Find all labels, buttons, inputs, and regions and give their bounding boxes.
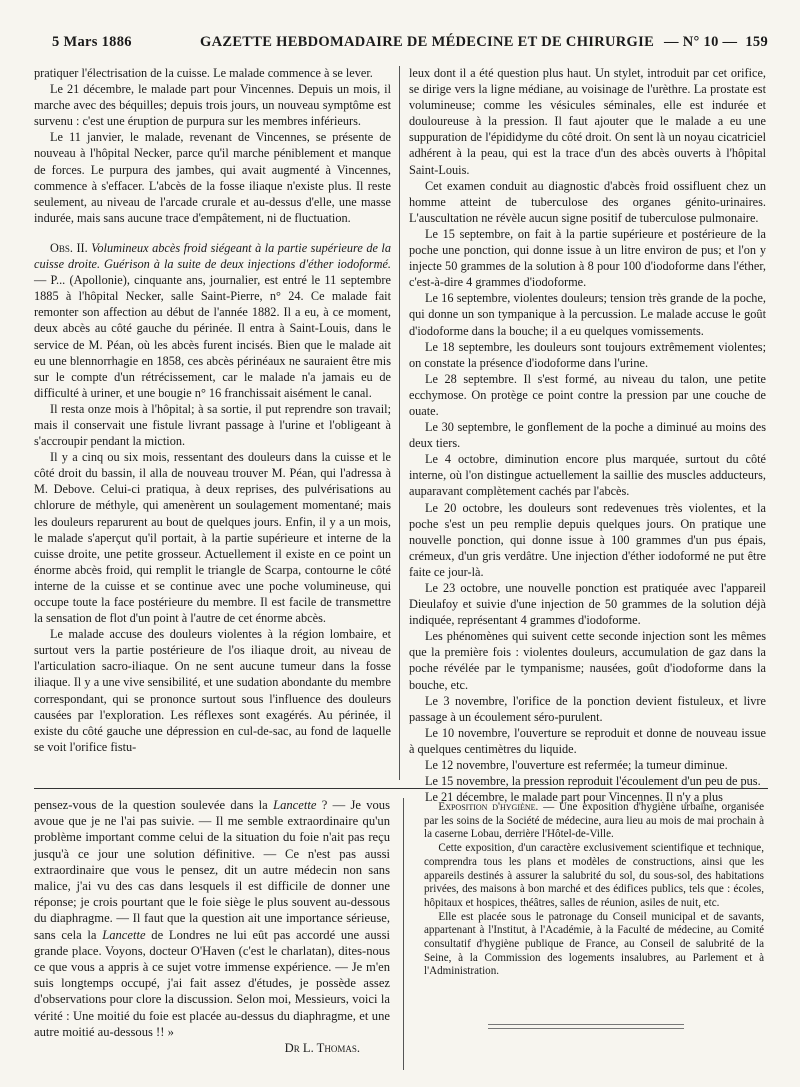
- paragraph: Le 3 novembre, l'orifice de la ponction devient fistuleux, et livre passage à un écoulement séro-purulent.: [409, 693, 766, 724]
- paragraph: Cet examen conduit au diagnostic d'abcès froid ossifluent chez un homme atteint de tuberculose des organes génito-urinaires. L'auscultation ne révèle aucun signe positif de tuberculose pulmonaire.: [409, 178, 766, 225]
- notice-title: Exposition d'hygiène.: [438, 801, 539, 813]
- paragraph: Le 12 novembre, l'ouverture est refermée; la tumeur diminue.: [424, 758, 728, 773]
- paragraph: Le 16 septembre, violentes douleurs; tension très grande de la poche, qui donne un son tympanique à la percussion. Le malade accuse le goût d'iodoforme dans la bouche; il a eu quelques vomissements.: [409, 291, 766, 338]
- column-divider: [399, 66, 400, 780]
- paragraph: Elle est placée sous le patronage du Conseil municipal et de savants, appartenant à l'Institut, à l'Académie, à la Faculté de médecine, au Comité consultatif d'hygiène publique de France, au Conseil de salubrité de la Seine, à la Commission des logements insalubres, au Parlement et à l'Administration.: [424, 910, 764, 978]
- right-column: [409, 65, 766, 805]
- paragraph: Le 4 octobre, diminution encore plus marquée, surtout du côté interne, où l'on distingue actuellement la saillie des muscles adducteurs, auparavant complètement cachés par l'abcès.: [409, 452, 766, 499]
- author-signature: Dr L. Thomas.: [284, 1041, 360, 1056]
- issue-date: 5 Mars 1886: [52, 34, 132, 50]
- observation-label: Obs. II.: [49, 240, 88, 255]
- observation-title: Volumineux abcès froid siégeant à la partie supérieure de la cuisse droite. Guérison à la suite de deux injections d'éther iodoformé.: [34, 240, 391, 272]
- paragraph: Le 15 novembre, la pression reproduit l'écoulement d'un peu de pus.: [424, 774, 761, 789]
- journal-name: Lancette: [102, 927, 146, 942]
- paragraph: Le 15 septembre, on fait à la partie supérieure et postérieure de la poche une ponction, qui donne issue à un litre environ de pus; et l'on y injecte 50 grammes de la solution à 8 pour 100 d'iodoforme dans l'éther, c'est-à-dire 4 grammes d'iodoforme.: [409, 226, 766, 290]
- journal-name: Lancette: [273, 798, 317, 812]
- running-header: [52, 34, 768, 58]
- feuilleton-column: [34, 797, 390, 1056]
- notice-heading: [424, 801, 764, 842]
- paragraph: Le 23 octobre, une nouvelle ponction est pratiquée avec l'appareil Dieulafoy et suivie d'une injection de 50 grammes de la solution déjà indiquée, représentant 4 grammes d'iodoforme.: [409, 581, 766, 628]
- section-divider: [34, 788, 768, 789]
- paragraph: Le 20 octobre, les douleurs sont redevenues très violentes, et la poche s'est un peu remplie depuis quelques jours. On pratique une nouvelle ponction, qui donne issue à 100 grammes d'un pus épais, crémeux, d'un gris verdâtre. Une injection d'éther iodoformé ne put être faite ce jour-là.: [409, 500, 766, 579]
- feuilleton-text: de Londres ne lui eût pas accordé une aussi grande place. Voyons, docteur O'Haven (c'est le charlatan), dites-nous ce que vous a appris à ce sujet votre immense expérience. — Je m'en suis longtemps occupé, j'ai fait assez d'études, je possède assez d'observations pour clore la discussion. Selon moi, Messieurs, voici la vérité : Une moitié du foie est placée au-dessus du diaphragme, et une autre moitié au-dessous !! »: [34, 927, 390, 1039]
- feuilleton-text: ? — Je vous avoue que je ne l'ai pas suivie. — Il me semble extraordinaire qu'un problème important comme celui de la situation du foie n'ait pas reçu jusqu'à ce jour une solution définitive. — Ce n'est pas aussi extraordinaire que vous le pensez, dit un autre médecin non sans malice, j'ai vu des cas dans lesquels il est difficile de donner une réponse; je crois pourtant que le foie siège le plus souvent au-dessous du diaphragme. — Il faut que la question ait une importance sérieuse, sans cela la: [34, 798, 390, 942]
- notice-text: — Une exposition d'hygiène urbaine, organisée par les soins de la Société de médecine, aura lieu au mois de mai prochain à la caserne Lobau, derrière l'Hôtel-de-Ville.: [424, 801, 764, 841]
- observation-heading: [34, 240, 391, 401]
- paragraph: Le 30 septembre, le gonflement de la poche a diminué au moins des deux tiers.: [409, 420, 766, 451]
- paragraph: Le 11 janvier, le malade, revenant de Vincennes, se présente de nouveau à l'hôpital Necker, parce qu'il marche péniblement et manque de forces. Le purpura des jambes, qui avait augmenté à Vincennes, commence à s'effacer. L'abcès de la fosse iliaque n'existe plus. Il reste seulement, au niveau de l'arcade crurale et au-dessus d'elle, une masse indurée, mais sans aucune trace d'empâtement, ni de fluctuation.: [34, 130, 391, 225]
- observation-text: — P... (Apollonie), cinquante ans, journalier, est entré le 11 septembre 1885 à l'hôpital Necker, salle Saint-Pierre, n° 24. Ce malade fait remonter son affection au début de l'année 1882. Il a eu, à ce moment, deux abcès au côté gauche du périnée. Il entra à Saint-Louis, dans le service de M. Péan, où les abcès furent incisés. Bien que le malade ait eu une blennorrhagie en 1858, ces abcès périnéaux ne sauraient être mis sur le compte d'un rétrécissement, car le malade n'a jamais eu de difficulté à uriner, et une bougie n° 16 franchissait aisément le canal.: [34, 273, 391, 400]
- paragraph: Le 18 septembre, les douleurs sont toujours extrêmement violentes; on constate la présence d'iodoforme dans l'urine.: [409, 339, 766, 370]
- feuilleton-text: pensez-vous de la question soulevée dans la: [34, 798, 274, 812]
- paragraph: pratiquer l'électrisation de la cuisse. Le malade commence à se lever.: [34, 66, 373, 80]
- paragraph: Les phénomènes qui suivent cette seconde injection sont les mêmes que la première fois : violentes douleurs, accumulation de gaz dans la poche révélée par le tympanisme; nausées, goût d'iodoforme dans la bouche, etc.: [409, 629, 766, 692]
- left-column: [34, 65, 391, 755]
- paragraph: Le 10 novembre, l'ouverture se reproduit et donne de nouveau issue à quelques centimètres du liquide.: [409, 725, 766, 756]
- end-rule: [488, 1024, 684, 1029]
- page-number: 159: [745, 34, 768, 50]
- paragraph: Il resta onze mois à l'hôpital; à sa sortie, il put reprendre son travail; mais il conservait une fistule livrant passage à l'urine et l'obligeant à s'accroupir pendant la miction.: [34, 401, 391, 449]
- paragraph: Le 21 décembre, le malade part pour Vincennes. Il n'y a plus: [424, 790, 723, 805]
- paragraph: leux dont il a été question plus haut. Un stylet, introduit par cet orifice, se dirige vers la ligne médiane, au voisinage de l'urèthre. La prostate est volumineuse; comme les vésicules séminales, elle est indurée et douloureuse à la pression. Il faut ajouter que le malade a eu une suppuration de l'épididyme du côté droit. On sent là un noyau cicatriciel adhérent à la peau, qui est la trace d'un des abcès ouverts à l'hôpital Saint-Louis.: [409, 66, 766, 177]
- paragraph: Le 21 décembre, le malade part pour Vincennes. Depuis un mois, il marche avec des béquilles; depuis trois jours, un nouveau symptôme est survenu : c'est une éruption de purpura sur les membres inférieurs.: [34, 82, 391, 129]
- paragraph: Cette exposition, d'un caractère exclusivement scientifique et technique, comprendra tous les plans et modèles de constructions, ainsi que les appareils destinés à assurer la salubrité du sol, du sous-sol, des habitations privées, des maisons à bon marché et des édifices publics, tels que : écoles, hôpitaux et hospices, théâtres, salles de réunion, asiles de nuit, etc.: [424, 842, 764, 909]
- journal-title: GAZETTE HEBDOMADAIRE DE MÉDECINE ET DE CHIRURGIE: [200, 34, 655, 50]
- paragraph: Le 28 septembre. Il s'est formé, au niveau du talon, une petite ecchymose. On protège ce point contre la pression par une couche de ouate.: [409, 371, 766, 418]
- notices-column: [424, 801, 764, 979]
- column-divider: [403, 798, 404, 1070]
- feuilleton-paragraph: [34, 797, 390, 1040]
- issue-number: — N° 10 —: [664, 34, 738, 50]
- paragraph: Le malade accuse des douleurs violentes à la région lombaire, et surtout vers la partie postérieure de l'os iliaque droit, au niveau de l'articulation sacro-iliaque. On ne sent aucune tumeur dans la fosse iliaque. Il y a une vive sensibilité, et une sudation abondante du membre correspondant, qui se prononce surtout sous l'influence des douleurs causées par l'exploration. Les réflexes sont exagérés. Au périnée, il existe du côté gauche une dépression en cul-de-sac, au fond de laquelle se voit l'orifice fistu-: [34, 627, 391, 754]
- paragraph: Il y a cinq ou six mois, ressentant des douleurs dans la cuisse et le côté droit du bassin, il alla de nouveau trouver M. Péan, qui l'adressa à M. Debove. Celui-ci pratiqua, à deux reprises, des pulvérisations au chlorure de méthyle, qui amenèrent un soulagement momentané; mais les douleurs reparurent au bout de quelques jours. Enfin, il y a un mois, le malade s'aperçut qu'il portait, à la partie supérieure et interne de la cuisse droite, une petite grosseur. Actuellement il existe en ce point un énorme abcès froid, qui remplit le triangle de Scarpa, contourne le côté interne de la cuisse et se continue avec une poche volumineuse, qui occupe toute la face postérieure du membre. Il est facile de transmettre la sensation de flot d'un point à l'autre de cet énorme abcès.: [34, 450, 391, 626]
